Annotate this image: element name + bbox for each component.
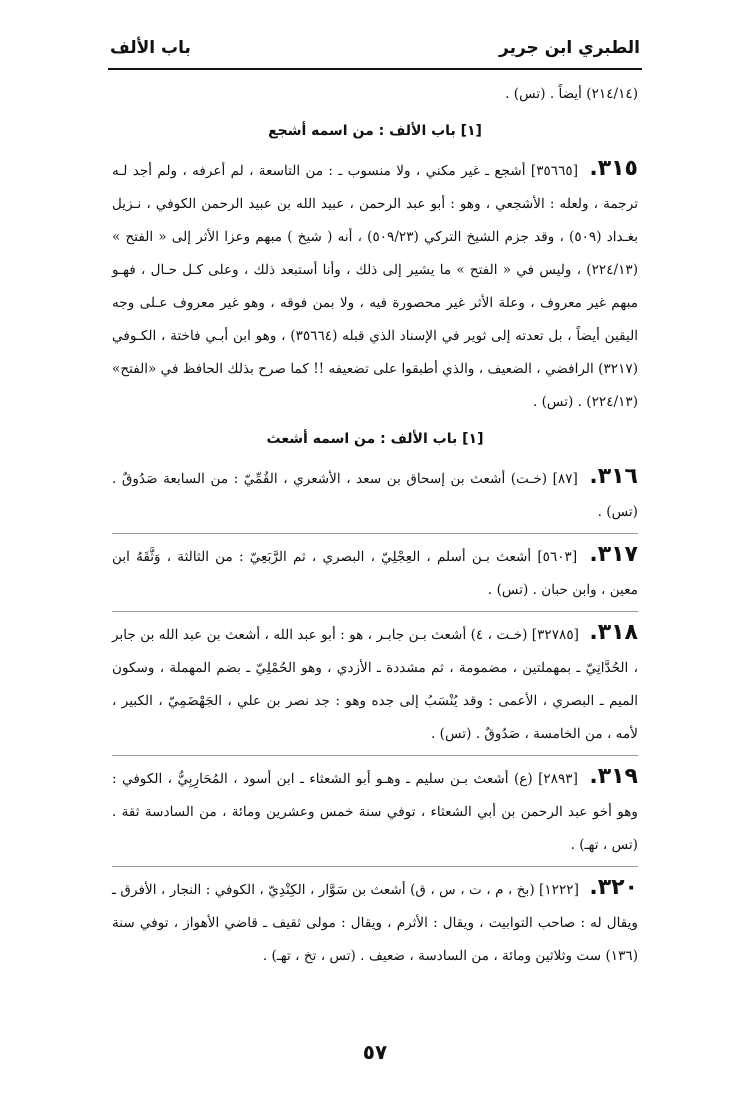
entry-divider [112,866,638,867]
entry-319 [112,760,638,862]
entry-text: [١٢٢٢] (بخ ، م ، ت ، س ، ق) أشعث بن سَوَّار ، الكِنْدِيّ ، الكوفي : النجار ، الأفرق ـ ويقال له : صاحب التوابيت ، ويقال : الأثرم ، ويقال : مولى ثقيف ـ قاضي الأهواز ، توفي سنة (١٣٦) ست وثلاثين ومائة ، من السادسة ، ضعيف . (تس ، تخ ، تهـ) . [112,882,638,964]
section-heading-ashja: [١] باب الألف : من اسمه أشجع [268,123,482,139]
entry-text: [٥٦٠٣] أشعث بـن أسلم ، العِجْلِيّ ، البصري ، ثم الرَّبَعِيّ : من الثالثة ، وَثَّقَهُ ابن معين ، وابن حبان . (تس) . [112,549,638,598]
entry-text: [٣٢٧٨٥] (خـت ، ٤) أشعث بـن جابـر ، هو : أبو عبد الله ، أشعث بن عبد الله بن جابر ، الحُدَّانِيّ ـ بمهملتين ، مضمومة ، ثم مشددة ـ الأزدي ، وهو الحُمْلِيّ ـ بضم المهملة ، وسكون الميم ـ البصري ، الأعمى : وقد يُنْسَبُ إلى جده وهو : جد نصر بن علي ، الجَهْضَمِيّ ، الكبير ، لأمه ، من الخامسة ، صَدُوقٌ . (تس) . [112,627,638,742]
entry-text: [٨٧] (خـت) أشعث بن إسحاق بن سعد ، الأشعري ، القُمِّيّ : من السابعة صَدُوقٌ . (تس) . [112,471,638,520]
entry-number: ٣١٩. [589,764,638,789]
entry-number: ٣٢٠. [589,875,638,900]
entry-number: ٣١٥. [589,156,638,181]
header-book-title: الطبري ابن جرير [499,38,640,58]
entry-318 [112,616,638,751]
entry-320 [112,871,638,973]
page-body [112,78,638,973]
entry-number: ٣١٦. [589,464,638,489]
entry-number: ٣١٨. [589,620,638,645]
page-number: ٥٧ [362,1040,388,1064]
header-section-title: باب الألف [110,38,191,58]
entry-divider [112,611,638,612]
entry-317 [112,538,638,607]
section-heading-ashath: [١] باب الألف : من اسمه أشعث [266,431,484,447]
entry-divider [112,533,638,534]
entry-316 [112,460,638,529]
header-divider [108,68,642,70]
entry-number: ٣١٧. [589,542,638,567]
entry-text: [٢٨٩٣] (ع) أشعث بـن سليم ـ وهـو أبو الشعثاء ـ ابن أسود ، المُحَارِبِيُّ ، الكوفي : وهو أخو عبد الرحمن بن أبي الشعثاء ، توفي سنة خمس وعشرين ومائة ، من السادسة ثقة . (تس ، تهـ) . [112,771,638,853]
entry-text: [٣٥٦٦٥] أشجع ـ غير مكني ، ولا منسوب ـ : من التاسعة ، لم أعرفه ، ولم أجد لـه ترجمة ، ولعله : الأشجعي ، وهو : أبو عبد الرحمن ، عبيد الله بن عبيد الرحمن الكوفي ، نـزيل بغـداد (٥٠٩) ، وقد جزم الشيخ التركي (٥٠٩/٢٣) ، أنه ( شيخ ) مبهم وعزا الأثر إلى « الفتح » (٢٢٤/١٣) ، وليس في « الفتح » ما يشير إلى ذلك ، وأنا أستبعد ذلك ، وعلى كـل حـال ، فهـو مبهم غير معروف ، وعلة الأثر غير محصورة فيه ، ولا بمن فوقه ، وهو غير معروف عـلى وجه اليقين أيضاً ، بل تعدته إلى ثوير في الإسناد الذي قبله (٣٥٦٦٤) ، وهو ابن أبـي فاختة ، الكـوفي (٣٢١٧) الرافضي ، الضعيف ، والذي أطبقوا على تضعيفه !! كما صرح بذلك الحافظ في «الفتح» (٢٢٤/١٣) . (تس) . [112,163,638,410]
entry-315 [112,152,638,419]
entry-divider [112,755,638,756]
running-header [110,30,640,66]
intro-line: (٢١٤/١٤) أيضاً . (تس) . [505,86,638,102]
